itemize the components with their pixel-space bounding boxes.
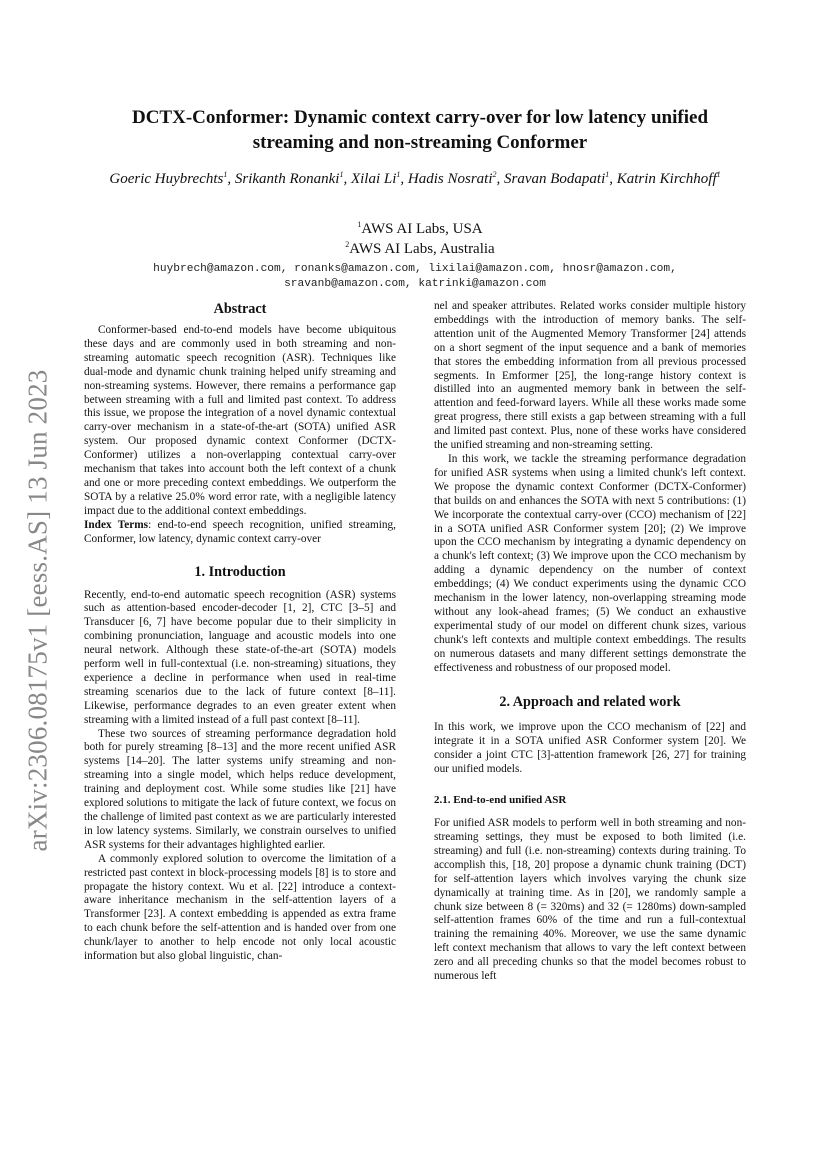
author-list [85,170,745,189]
intro-paragraph-3: A commonly explored solution to overcome the limitation of a restricted past context in block-processing models [8] is to store and propagate the history context. Wu et al. [22] introduce a context-aware inheritance mechanism in the self-attention layers of a Transformer [23]. A context embedding is appended as extra frame to each chunk before the self-attention and is handed over from one chunk/layer to another to help encode not only local acoustic information but also global linguistic, chan- [84,852,396,963]
author: Hadis Nosrati$^2$, [407,170,504,187]
intro-paragraph-2: These two sources of streaming performance degradation hold both for purely streaming [8–13] and the more recent unified ASR systems [14–20]. The latter systems unify streaming and non-streaming into a single model, which helps reduce development, training and deployment cost. While some studies like [21] have explored solutions to mitigate the lack of future context, we focus on the challenge of limited past context as we are particularly interested in low latency systems. Similarly, we constrain ourselves to unified ASR systems for their advantages highlighted earlier. [84,727,396,851]
title-line-1: DCTX-Conformer: Dynamic context carry-over for low latency unified [131,107,709,128]
affiliation: $^1$AWS AI Labs, USA [357,220,483,237]
paper-title [100,105,740,155]
index-terms [84,519,396,547]
approach-paragraph-1: In this work, we improve upon the CCO mechanism of [22] and integrate it in a SOTA unified ASR Conformer system [20]. We consider a joint CTC [3]-attention framework [26, 27] for training our unified models. [434,721,746,776]
arxiv-stamp-text: arXiv:2306.08175v1 [eess.AS] 13 Jun 2023 [22,369,53,851]
affiliations [100,219,740,259]
section-1-heading: 1. Introduction [194,563,286,580]
emails-line-1: huybrech@amazon.com, ronanks@amazon.com, lixilai@amazon.com, hnosr@amazon.com, [153,263,677,275]
abstract-heading: Abstract [213,301,267,317]
right-column [434,300,746,984]
left-column [84,300,396,964]
arxiv-stamp [18,350,58,870]
approach-paragraph-2: For unified ASR models to perform well in both streaming and non-streaming settings, they must be exposed to both limited (i.e. streaming) and full (i.e. non-streaming) contexts during training. To accomplish this, [18, 20] propose a dynamic chunk training (DCT) for self-attention layers which involves varying the chunk size dynamically at training time. As in [20], we randomly sample a chunk size between 8 (= 320ms) and 32 (= 1280ms) down-sampled self-attention frames 60% of the time and run a full-contextual training the remaining 40%. Moreover, we use the same dynamic left context mechanism that allows to vary the left context between zero and all preceding chunks so that the model becomes robust to numerous left [434,817,746,983]
section-2-heading: 2. Approach and related work [499,694,681,711]
abstract-text: Conformer-based end-to-end models have become ubiquitous these days and are commonly used in both streaming and non-streaming automatic speech recognition (ASR). Techniques like dual-mode and dynamic chunk training helped unify streaming and non-streaming systems. However, there remains a performance gap between streaming with a full and limited past context. To address this issue, we propose the integration of a novel dynamic contextual carry-over mechanism in a state-of-the-art (SOTA) unified ASR system. Our proposed dynamic context Conformer (DCTX-Conformer) utilizes a non-overlapping contextual carry-over mechanism that takes into account both the left context of a chunk and one or more preceding context embeddings. We outperform the SOTA by a relative 25.0% word error rate, with a negligible latency impact due to the additional context embeddings. [84,324,396,517]
author: Sravan Bodapati$^1$, [504,170,617,187]
author: Srikanth Ronanki$^1$, [234,170,351,187]
author: Xilai Li$^1$, [350,170,408,187]
author: Katrin Kirchhoff$^1$ [616,170,721,187]
affiliation: $^2$AWS AI Labs, Australia [345,240,495,257]
title-line-2: streaming and non-streaming Conformer [252,132,588,153]
index-terms-label: Index Terms [84,518,149,531]
index-terms-text: : end-to-end speech recognition, unified streaming, Conformer, low latency, dynamic context carry-over [84,518,397,545]
author: Goeric Huybrechts$^1$, [109,170,235,187]
subsection-2-1-heading: 2.1. End-to-end unified ASR [434,794,567,807]
emails-line-2: sravanb@amazon.com, katrinki@amazon.com [284,278,546,290]
intro-paragraph-1: Recently, end-to-end automatic speech recognition (ASR) systems such as attention-based encoder-decoder [1, 2], CTC [3–5] and Transducer [6, 7] have become popular due to their simplicity in combining pronunciation, language and acoustic models into one neural network. Although these state-of-the-art (SOTA) models perform well in full-contextual (i.e. non-streaming) situations, they experience a decline in performance when used in real-time streaming scenarios due to the lack of future context [8–11]. Likewise, performance degrades to an even greater extent when streaming with a limited instead of a full past context [8–11]. [84,588,396,726]
intro-paragraph-5: In this work, we tackle the streaming performance degradation for unified ASR systems when using a limited chunk's left context. We propose the dynamic context Conformer (DCTX-Conformer) that builds on and enhances the SOTA with next 5 contributions: (1) We incorporate the contextual carry-over (CCO) mechanism of [22] in a SOTA unified ASR Conformer system [20]; (2) We improve upon the CCO mechanism by integrating a dynamic dependency on a chunk's left context; (3) We improve upon the CCO mechanism by adding a dynamic dependency on the number of context embeddings; (4) We conduct experiments using the dynamic CCO mechanism in the lower latency, non-overlapping streaming mode without any look-ahead frames; (5) We conduct an exhaustive experimental study of our model on different chunk sizes, various chunk's left contexts and multiple context embeddings. The results on numerous datasets and many different settings demonstrate the effectiveness and robustness of our proposed model. [434,452,746,674]
intro-paragraph-4: nel and speaker attributes. Related works consider multiple history embeddings with the introduction of memory banks. The self-attention unit of the Augmented Memory Transformer [24] attends on a short segment of the input sequence and a bank of memories that stores the embedding information from all previous processed segments. In Emformer [25], the long-range history context is distilled into an augmented memory bank in between the self-attention and feed-forward layers. While all these works made some great progress, there still exists a gap between streaming with a full and limited past context. Plus, none of these works have considered the unified streaming and non-streaming setting. [434,300,746,452]
author-emails [90,262,740,292]
